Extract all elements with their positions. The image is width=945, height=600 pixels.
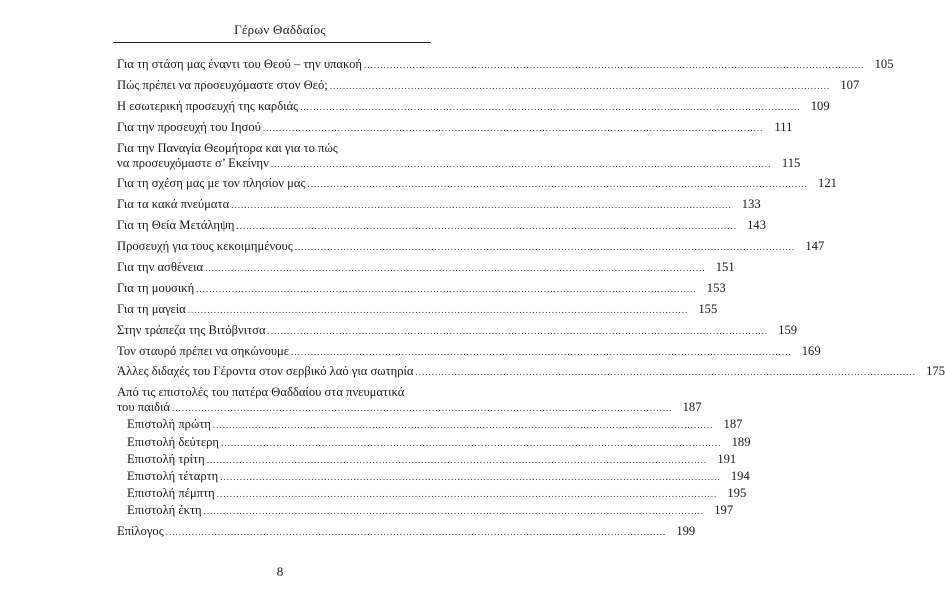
- toc-entry-page: 195: [727, 485, 747, 500]
- toc-entry: [117, 239, 825, 255]
- dot-leader: [213, 418, 714, 433]
- toc-entry-title: Επίλογος: [117, 523, 164, 538]
- toc-entry-page: 197: [714, 502, 734, 517]
- dot-leader: [196, 282, 697, 297]
- page-number: 8: [276, 564, 284, 579]
- toc-entry-page: 151: [715, 260, 735, 275]
- dot-leader: [188, 303, 689, 318]
- toc-entry: [117, 218, 766, 234]
- toc-entry-title: Επιστολή πρώτη: [127, 417, 211, 432]
- toc-entry-page: 159: [778, 322, 798, 337]
- toc-entry-page: 109: [810, 98, 830, 113]
- dot-leader: [271, 157, 772, 172]
- toc-entry-page: 143: [747, 218, 766, 233]
- table-of-contents: [117, 57, 945, 545]
- toc-entry-page: 105: [874, 57, 894, 71]
- toc-entry-page: 187: [723, 417, 743, 432]
- dot-leader: [220, 470, 721, 485]
- toc-entry: [117, 176, 837, 192]
- toc-entry-title: Τον σταυρό πρέπει να σηκώνουμε: [117, 343, 290, 358]
- toc-entry-title: Για την προσευχή του Ιησού: [117, 119, 261, 134]
- dot-leader: [231, 198, 732, 213]
- dot-leader: [205, 261, 706, 276]
- toc-entry-title: Επιστολή έκτη: [127, 502, 202, 517]
- toc-entry: [117, 140, 801, 172]
- toc-entry-title: Επιστολή πέμπτη: [127, 485, 215, 500]
- toc-entry-title: Για τη μουσική: [117, 280, 195, 295]
- dot-leader: [307, 177, 808, 192]
- toc-entry-title: Στην τράπεζα της Βιτόβνιτσα: [117, 322, 266, 337]
- dot-leader: [204, 504, 705, 519]
- toc-entry: [117, 523, 696, 540]
- dot-leader: [330, 79, 831, 94]
- dot-leader: [295, 240, 796, 255]
- toc-entry-title: Η εσωτερική προσευχή της καρδιάς: [117, 98, 299, 113]
- toc-entry-title: να προσευχόμαστε σ’ Εκείνην: [117, 155, 269, 170]
- toc-entry: [117, 98, 830, 115]
- toc-entry-page: 121: [818, 176, 837, 191]
- toc-entry-page: 147: [805, 239, 825, 254]
- dot-leader: [291, 345, 792, 360]
- dot-leader: [207, 453, 708, 468]
- toc-entry-title: Επιστολή δεύτερη: [127, 434, 219, 449]
- toc-entry-title: Πώς πρέπει να προσευχόμαστε στον Θεό;: [117, 77, 328, 92]
- toc-entry: [117, 385, 702, 416]
- toc-entry: [117, 280, 726, 297]
- toc-subentry: [117, 434, 751, 451]
- toc-entry: [117, 77, 860, 94]
- toc-entry-title-line1: Για την Παναγία Θεομήτορα και για το πώς: [117, 140, 338, 155]
- toc-subentry: [117, 485, 747, 502]
- toc-entry-page: 169: [801, 343, 821, 358]
- toc-entry-title: του παιδιά: [117, 400, 171, 415]
- toc-subentry: [117, 451, 737, 468]
- toc-entry: [117, 301, 718, 318]
- dot-leader: [268, 324, 769, 339]
- toc-entry-page: 155: [698, 301, 718, 316]
- toc-entry-page: 175: [926, 364, 945, 379]
- toc-entry-page: 115: [781, 155, 801, 170]
- toc-entry: [117, 364, 945, 380]
- toc-entry-page: 153: [706, 280, 726, 295]
- header-rule: [113, 42, 431, 43]
- toc-entry-page: 189: [731, 434, 751, 449]
- dot-leader: [300, 100, 801, 115]
- dot-leader: [166, 525, 667, 540]
- running-head: Γέρων Θαδδαίος: [234, 22, 326, 37]
- dot-leader: [217, 487, 718, 502]
- dot-leader: [364, 58, 865, 73]
- toc-entry-page: 111: [774, 119, 793, 134]
- toc-entry-page: 191: [717, 451, 737, 466]
- toc-entry-page: 199: [676, 523, 696, 538]
- toc-entry-title: Για την ασθένεια: [117, 260, 204, 275]
- toc-entry: [117, 197, 761, 213]
- toc-entry-page: 133: [741, 197, 761, 212]
- dot-leader: [236, 219, 737, 234]
- toc-entry: [117, 260, 735, 276]
- dot-leader: [416, 365, 917, 380]
- dot-leader: [263, 121, 764, 136]
- toc-entry: [117, 119, 793, 136]
- toc-entry-title: Για τα κακά πνεύματα: [117, 197, 230, 212]
- toc-entry: [117, 57, 894, 73]
- toc-entry-title: Για τη σχέση μας με τον πλησίον μας: [117, 176, 306, 191]
- toc-entry-page: 107: [840, 77, 860, 92]
- dot-leader: [172, 401, 673, 416]
- toc-entry: [117, 343, 821, 360]
- toc-entry-page: 194: [730, 468, 750, 483]
- toc-entry-title: Άλλες διδαχές του Γέροντα στον σερβικό λαό για σωτηρία: [117, 364, 414, 379]
- toc-subentry: [117, 417, 743, 433]
- toc-entry-title-line1: Από τις επιστολές του πατέρα Θαδδαίου στα πνευματικά: [117, 385, 405, 400]
- toc-entry-title: Για τη μαγεία: [117, 301, 186, 316]
- toc-entry-page: 187: [682, 400, 702, 415]
- toc-subentry: [117, 468, 750, 485]
- toc-entry-title: Επιστολή τρίτη: [127, 451, 205, 466]
- toc-entry-title: Επιστολή τέταρτη: [127, 468, 219, 483]
- toc-subentry: [117, 502, 734, 519]
- toc-entry: [117, 322, 798, 339]
- dot-leader: [221, 436, 722, 451]
- toc-entry-title: Προσευχή για τους κεκοιμημένους: [117, 239, 293, 254]
- toc-entry-title: Για τη Θεία Μετάληψη: [117, 218, 235, 233]
- toc-entry-title: Για τη στάση μας έναντι του Θεού – την υπακοή: [117, 57, 362, 71]
